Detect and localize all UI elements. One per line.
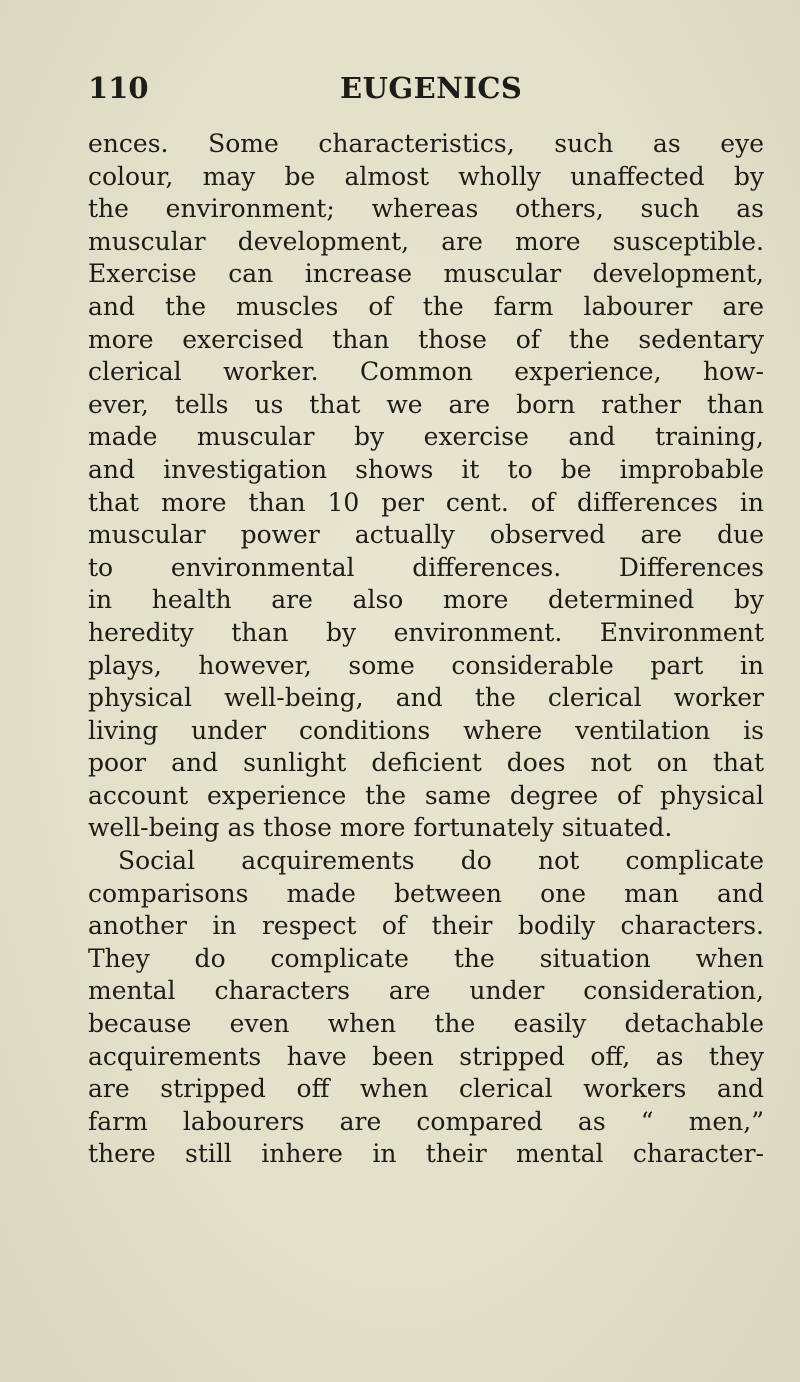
text-line: Social acquirements do not complicate [118, 846, 764, 876]
text-line: well-being as those more fortunately situated. [88, 813, 673, 843]
running-title: EUGENICS [340, 71, 523, 105]
text-line: made muscular by exercise and training, [88, 422, 764, 452]
text-line: in health are also more determined by [88, 585, 764, 615]
text-line: farm labourers are compared as “ men,” [88, 1106, 764, 1136]
text-line: that more than 10 per cent. of differences in [88, 487, 764, 517]
text-line: acquirements have been stripped off, as they [88, 1041, 764, 1071]
text-line: the environment; whereas others, such as [88, 194, 764, 224]
text-line: and the muscles of the farm labourer are [88, 291, 764, 321]
text-line: plays, however, some considerable part in [88, 650, 764, 680]
text-line: because even when the easily detachable [88, 1009, 764, 1039]
page-number: 110 [88, 71, 149, 105]
text-line: living under conditions where ventilation is [88, 715, 764, 745]
text-line: to environmental differences. Differences [88, 552, 764, 582]
body-text [88, 128, 764, 1171]
text-line: They do complicate the situation when [88, 943, 764, 973]
text-line: comparisons made between one man and [88, 878, 764, 908]
text-line: are stripped off when clerical workers and [88, 1074, 764, 1104]
text-line: mental characters are under consideration, [88, 976, 764, 1006]
text-line: muscular power actually observed are due [88, 520, 764, 550]
text-line: Exercise can increase muscular development, [88, 259, 764, 289]
text-line: physical well-being, and the clerical worker [88, 683, 764, 713]
text-line: there still inhere in their mental character- [88, 1139, 764, 1169]
text-line: more exercised than those of the sedentary [88, 324, 764, 354]
text-line: another in respect of their bodily characters. [88, 911, 764, 941]
text-line: clerical worker. Common experience, how- [88, 357, 764, 387]
text-line: and investigation shows it to be improbable [88, 454, 764, 484]
text-line: ences. Some characteristics, such as eye [88, 129, 764, 158]
text-line: poor and sunlight deficient does not on that [88, 748, 764, 778]
page-header [88, 66, 764, 110]
text-line: muscular development, are more susceptible. [88, 226, 764, 256]
text-line: colour, may be almost wholly unaffected by [88, 161, 764, 191]
text-line: ever, tells us that we are born rather than [88, 389, 764, 419]
text-line: account experience the same degree of physical [88, 780, 764, 810]
text-line: heredity than by environment. Environment [88, 617, 764, 647]
